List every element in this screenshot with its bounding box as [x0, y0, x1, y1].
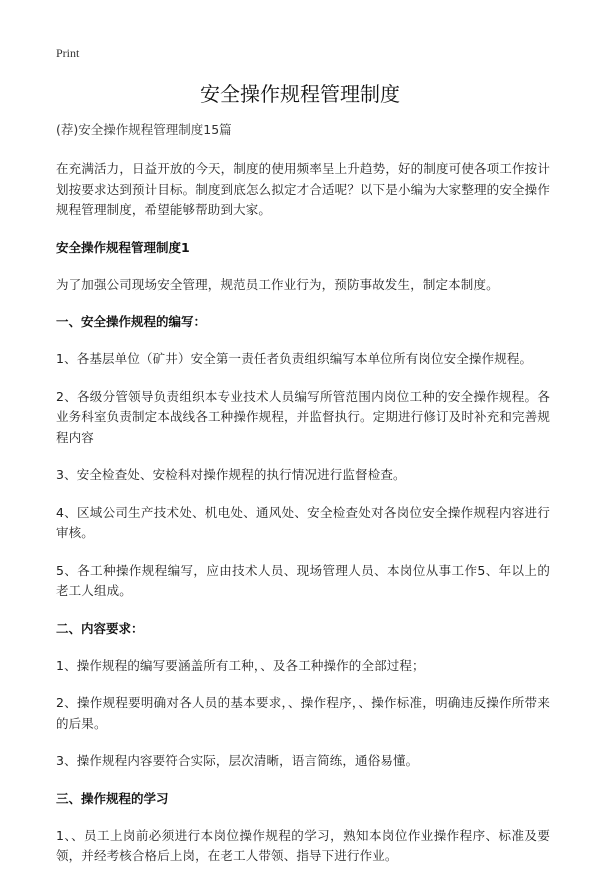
- section2-item: 2、操作规程要明确对各人员的基本要求，、操作程序，、操作标准，明确违反操作所带来的后果。: [56, 695, 550, 731]
- section2-item: 3、操作规程内容要符合实际，层次清晰，语言简练，通俗易懂。: [56, 753, 419, 768]
- section1-item: 1、各基层单位（矿井）安全第一责任者负责组织编写本单位所有岗位安全操作规程。: [56, 351, 533, 366]
- intro-paragraph: 在充满活力，日益开放的今天，制度的使用频率呈上升趋势，好的制度可使各项工作按计划按要求达到预计目标。制度到底怎么拟定才合适呢？以下是小编为大家整理的安全操作规程管理制度，希望能够帮助到大家。: [56, 161, 550, 217]
- section-heading-1: 一、安全操作规程的编写：: [56, 314, 207, 329]
- section1-item: 3、安全检查处、安检科对操作规程的执行情况进行监督检查。: [56, 467, 406, 482]
- section2-item: 1、操作规程的编写要涵盖所有工种，、及各工种操作的全部过程；: [56, 657, 425, 673]
- article-heading: 安全操作规程管理制度1: [56, 239, 190, 255]
- section-heading-2: 二、内容要求：: [56, 620, 144, 636]
- section1-item: 4、区域公司生产技术处、机电处、通风处、安全检查处对各岗位安全操作规程内容进行审核。: [56, 504, 550, 540]
- section-heading-3: 三、操作规程的学习: [56, 790, 169, 806]
- section3-item: 1、、员工上岗前必须进行本岗位操作规程的学习，熟知本岗位作业操作程序、标准及要领，并经考核合格后上岗，在老工人带领、指导下进行作业。: [56, 827, 550, 863]
- document-title: 安全操作规程管理制度: [200, 82, 400, 106]
- document-subtitle: (荐)安全操作规程管理制度15篇: [56, 122, 232, 137]
- document-body: [56, 120, 550, 884]
- section1-item: 5、各工种操作规程编写，应由技术人员、现场管理人员、本岗位从事工作5、年以上的老工人组成。: [56, 562, 550, 598]
- purpose-paragraph: 为了加强公司现场安全管理，规范员工作业行为，预防事故发生，制定本制度。: [56, 276, 499, 292]
- print-label: Print: [56, 46, 80, 60]
- section1-item: 2、各级分管领导负责组织本专业技术人员编写所管范围内岗位工种的安全操作规程。各业务科室负责制定本战线各工种操作规程，并监督执行。定期进行修订及时补充和完善规程内容: [56, 388, 550, 445]
